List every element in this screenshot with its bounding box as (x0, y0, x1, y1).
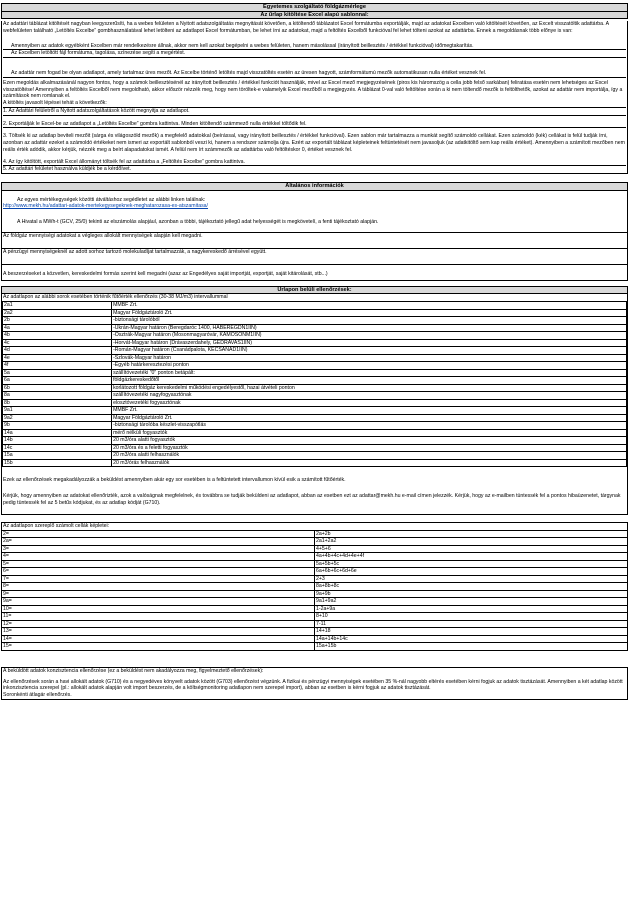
checks-intro: Az adatlapon az alábbi sorok esetében történik fűtőérték ellenőrzés (30-38 MJ/m3) intervallummal (3, 294, 228, 301)
row-label: mérő nélküli fogyasztók (112, 429, 627, 437)
row-code: 9a= (2, 598, 315, 606)
table-row (3, 339, 627, 347)
header-subtitle: Az űrlap kitöltése Excel alapú sablonnal: (2, 12, 627, 19)
row-label: földgázkereskedőtől (112, 377, 627, 385)
row-code: 6b (3, 384, 112, 392)
consistency-text: Az ellenőrzések során a havi allokált adatok (G710) és a negyedéves könyvelt adatok között (G703) ellenőrzést végzünk. A fizikai és pénzügyi mennyiségek esetében 35 %-nál nagyobb eltérés esetében kérni fogjuk az adatok tisztázását. Amennyiben a két adatlap között inkonzisztencia szerepel (pl.: allokált adatok alapján volt import beszerzés, de a költségmonitoring adatlapon nem szerepel import), abban az esetben is kérni fogjuk az adatok tisztázását. (3, 678, 623, 692)
row-label: 2+3 (315, 575, 628, 583)
row-code: 6= (2, 568, 315, 576)
step-item: 5. Az adattári felületet használva küldjék be a kérdőívet. (3, 166, 132, 173)
row-code: 8b (3, 399, 112, 407)
row-label: 20 m3/órás felhasználók (112, 459, 627, 467)
table-row (3, 452, 627, 460)
table-row (3, 324, 627, 332)
table-row (2, 628, 628, 636)
table-row (3, 444, 627, 452)
row-code: 14= (2, 635, 315, 643)
quantity-note: Az földgáz mennyiségi adatokat a végleges allokált mennyiségek alapján kell megadni. (1, 233, 628, 249)
table-row (2, 643, 628, 651)
row-label: Magyar Földgáztároló Zrt. (112, 414, 627, 422)
heating-value-table (2, 301, 627, 467)
consistency-title: A beküldött adatok konzisztencia ellenőrzése (ez a beküldést nem akadályozza meg, figyelmeztető ellenőrzések): (3, 667, 264, 674)
table-row (3, 384, 627, 392)
table-row (2, 583, 628, 591)
row-code: 2a1 (3, 302, 112, 310)
row-label: -Osztrák-Magyar határon (Mosonmagyaróvár, KAMOSONM1IIN) (112, 332, 627, 340)
row-label: 6a+6b+6c+6d+6e (315, 568, 628, 576)
hivatal-text: A Hivatal a MWh-t (GCV, 25/0) tekinti az elszámolás alapjául, azonban a többi, tájékoztató jellegű adat helyességét is megkövetelí, a fenti tájékoztató alapján. (17, 219, 379, 225)
row-label: szállítóvezetéki "0" ponton betápált: (112, 369, 627, 377)
table-row (2, 545, 628, 553)
calc-table (1, 522, 628, 651)
table-row (3, 377, 627, 385)
row-label: 20 m3/óra és a feletti fogyasztók (112, 444, 627, 452)
table-row (3, 309, 627, 317)
advantage-item: Az adattár nem fogad be olyan adatlapot, amely tartalmaz üres mezőt. Az Excelbe történő letöltés majd visszatöltés esetén az üresen hagyott, számformátumú mezők automatikusan nulla értéket vesznek fel. (3, 70, 626, 78)
row-code: 2a2 (3, 309, 112, 317)
row-code: 15a (3, 452, 112, 460)
row-code: 4c (3, 339, 112, 347)
row-label: -Egyéb határkeresztezési ponton (112, 362, 627, 370)
row-label: 2a1+2a2 (315, 538, 628, 546)
intro-paragraph: Az adattári táblázat kitöltését nagyban leegyszerűsíti, ha a webes felületen a Nyitott adatszolgáltatás megnyitását követően, a kitöltendő táblázatot Excel formátumba exportálják, majd az adatokat Excelben való kitöltését követően, az Excelt visszatöltik adattárba. A webfelületen található „Letöltés Excelbe” gombhasználatával lehet letölteni az adatlapot Excel formátumban, be lehet írni az adatokat, majd a feltöltés Excelből funkcióval fel lehet tölteni azokat az adattárba. Ennek a megoldásnak több előnye is van: (3, 21, 609, 34)
step-item: 3. Töltsék ki az adatlap beviteli mezőit (sárga és világoszöld mezők) a megfelelő adatokkal (beírással, vagy irányított beillesztés / értékkel funkcióval). Ezen sablon már tartalmazza a munkát segítő számoldó cellákat. Ezen számoldó (kék) cellákat is felül tudják írni, azonban az adattár ezeket a számoldó értékeket nem ismeri az exportált sablonból veszi ki, hanem a rendszer számolja újra. Ezért az exportált táblázat képleteinek feltüntetését nem javasoljuk (az adatkitöltő sem kap reális értéket). Amennyiben a számított mezőben nem reális érték adódik, akkor kérjük, nézzék meg a beírt alapadatokat ismét. A feliül nem írt számmezők az adattárba való feltöltéskor 0, értéket vesznek fel. (3, 133, 625, 153)
advantage-item: Az Excelben letöltött fájl formátuma, tagolása, színezése segíti a megértést. (3, 50, 626, 58)
table-row (3, 407, 627, 415)
general-section (1, 182, 628, 233)
table-row (3, 354, 627, 362)
checks-note: Ezek az ellenőrzések megakadályozzák a beküldést amennyiben akár egy sor esetében is a feltüntetett intervallumon kívül esik a számított fűtőérték. (3, 477, 346, 483)
table-row (3, 399, 627, 407)
row-code: 7= (2, 575, 315, 583)
intro-section (1, 21, 628, 174)
calc-title: Az adatlapon szereplő számolt cellák képletei: (2, 523, 628, 531)
table-row (2, 553, 628, 561)
consistency-section (1, 667, 628, 700)
table-row (3, 459, 627, 467)
row-code: 11= (2, 613, 315, 621)
row-code: 12= (2, 620, 315, 628)
template-header (1, 3, 628, 19)
row-label: MMBF Zrt. (112, 302, 627, 310)
row-label: 1-2a+9a (315, 605, 628, 613)
table-row (2, 530, 628, 538)
table-row (3, 437, 627, 445)
row-code: 5= (2, 560, 315, 568)
step-item: 2. Exportálják le Excel-be az adatlapot a „Letöltés Excelbe” gombra kattintva. Minden kitöltendő számmező nulla értékkel töltődik fel. (3, 121, 626, 129)
row-code: 4d (3, 347, 112, 355)
table-row (3, 317, 627, 325)
row-code: 4b (3, 332, 112, 340)
row-code: 4= (2, 553, 315, 561)
row-code: 8= (2, 583, 315, 591)
table-row (3, 332, 627, 340)
row-code: 4e (3, 354, 112, 362)
row-code: 4a (3, 324, 112, 332)
row-code: 2a= (2, 538, 315, 546)
advantage-item: Amennyiben az adatok egyébként Excelben már rendelkezésre állnak, akkor nem kell azokat begépelni a webes felületen, hanem másolással (irányított beillesztés / értékkel funkcióval) időmegtakarítás. (3, 43, 626, 51)
row-code: 8a (3, 392, 112, 400)
checks-title: Űrlapon belüli ellenőrzések: (2, 287, 627, 295)
table-row (3, 369, 627, 377)
row-label: szállítóvezetéki nagyfogyasztónak (112, 392, 627, 400)
table-row (3, 422, 627, 430)
row-code: 14c (3, 444, 112, 452)
row-label: 14+18 (315, 628, 628, 636)
steps-intro: A kitöltés javasolt lépései tehát a következők: (3, 100, 626, 108)
row-label: Magyar Földgáztároló Zrt. (112, 309, 627, 317)
step-item: 4. Az így kitöltött, exportált Excel állományt töltsék fel az adattárba a „Feltöltés Excelbe” gombra kattintva. (3, 159, 626, 167)
row-label: 8a+8b+8c (315, 583, 628, 591)
row-label: 5a+5b+5c (315, 560, 628, 568)
row-label: 14a+14b+14c (315, 635, 628, 643)
row-code: 13= (2, 628, 315, 636)
row-label: -biztonsági tárolóba készlet-visszapótlás (112, 422, 627, 430)
conversion-link[interactable]: http://www.mekh.hu/adattari-adatok-mertekegysegeknek-meghatarozasa-es-atszamitasa/ (3, 203, 209, 210)
table-row (2, 560, 628, 568)
table-row (2, 620, 628, 628)
step-item: 1. Az Adattári felületről a Nyitott adatszolgáltatások között megnyitja az adatlapot. (3, 108, 626, 116)
row-label: -Horvát-Magyar határon (Drávaszerdahely, GEDRAVAS1IIN) (112, 339, 627, 347)
row-label: 9a+9b (315, 590, 628, 598)
row-code: 15b (3, 459, 112, 467)
row-code: 14a (3, 429, 112, 437)
row-label: 4+5+6 (315, 545, 628, 553)
table-row (3, 302, 627, 310)
table-row (3, 362, 627, 370)
table-row (3, 347, 627, 355)
row-label: -Román-Magyar határon (Csanádpalota, KECSANAD1IIN) (112, 347, 627, 355)
row-label: -Szlovák-Magyar határon (112, 354, 627, 362)
financial-note: A pénzügyi mennyiségeknél az adott sorhoz tartozó molekuladíjat tartalmazzák, a nagykereskedő árrésével együtt. (1, 249, 628, 265)
row-code: 4f (3, 362, 112, 370)
intro-paragraph: Ezen megoldás alkalmazásánál nagyon fontos, hogy a számok beillesztésénél az irányított beillesztés / értékkel funkciót használják, mivel az Excel mező megjegyzésének (piros kis háromszög a cella jobb felső sarkában) feliratása esetén nem lehetséges az Excel visszatöltése! Amennyiben a feltöltés Excelből nem megoldható, akkor először nézzék meg, hogy nem töröltek-e valamelyik Excel mezőből a megjegyzés. A táblázat 0-val való feltöltése során a ki nem töltendő mezők is feltölthetők, azokat az adattár nem importálja, így a számítások nem romlanak el. (3, 79, 623, 100)
row-label: 20 m3/óra alatti fogyasztók (112, 437, 627, 445)
purchase-note: A beszerzéseket a közvetlen, kereskedelmi formás szerint kell megadni (azaz az Engedélyes saját importját, exportját, saját kitárolását, stb...) (1, 265, 628, 281)
row-label: MMBF Zrt. (112, 407, 627, 415)
row-label: 4a+4b+4c+4d+4e+4f (315, 553, 628, 561)
table-row (2, 635, 628, 643)
checks-section (1, 286, 628, 516)
row-label: 20 m3/óra alatti felhasználók (112, 452, 627, 460)
table-row (2, 575, 628, 583)
row-label: 8+10 (315, 613, 628, 621)
table-row (2, 598, 628, 606)
row-label: -Ukrán-Magyar határon (Beregdaróc 1400, HABEREGDN1IIN) (112, 324, 627, 332)
table-row (2, 568, 628, 576)
row-code: 9b (3, 422, 112, 430)
table-row (3, 392, 627, 400)
row-label: korlátozott földgáz kereskedelmi működési engedélyestől, hazai átvételi ponton (112, 384, 627, 392)
table-row (2, 605, 628, 613)
header-title: Egyetemes szolgáltató földgázmérlege (2, 4, 627, 12)
consistency-last: Soronkénti átlagár ellenőrzés. (3, 692, 72, 698)
row-code: 2= (2, 530, 315, 538)
table-row (3, 429, 627, 437)
table-row (2, 590, 628, 598)
row-label: 9a1+9a2 (315, 598, 628, 606)
calc-section (1, 522, 628, 651)
row-code: 6a (3, 377, 112, 385)
row-code: 9a1 (3, 407, 112, 415)
table-row (2, 613, 628, 621)
row-label: -biztonsági tárolóból (112, 317, 627, 325)
document (1, 0, 628, 700)
row-code: 2b (3, 317, 112, 325)
row-code: 5a (3, 369, 112, 377)
row-code: 3= (2, 545, 315, 553)
row-label: 2a+2b (315, 530, 628, 538)
table-row (2, 538, 628, 546)
row-code: 10= (2, 605, 315, 613)
row-code: 15= (2, 643, 315, 651)
table-row (3, 414, 627, 422)
row-label: 7-11 (315, 620, 628, 628)
general-title: Általános információk (2, 183, 627, 191)
conversion-text: Az egyes mértékegységek közötti átváltáshoz segédletet az alábbi linken találnak: (17, 196, 206, 203)
row-label: 15a+15b (315, 643, 628, 651)
row-label: elosztóvezetéki fogyasztónak (112, 399, 627, 407)
row-code: 9a2 (3, 414, 112, 422)
row-code: 9= (2, 590, 315, 598)
row-code: 14b (3, 437, 112, 445)
contact-note: Kérjük, hogy amennyiben az adatokat ellenőrizték, azok a valóságnak megfelelnek, és továbbra se tudják beküldeni az adatlapot, abban az esetben ezt az adattar@mekh.hu e-mail címen jelezzék. Kérjük, hogy az e-mailben tüntessék fel a pontos hibaüzenetet, tárgynak pedig tüntessék fel az 5 betűs kódjukat, és az adatlap kódját (G710). (3, 492, 621, 506)
